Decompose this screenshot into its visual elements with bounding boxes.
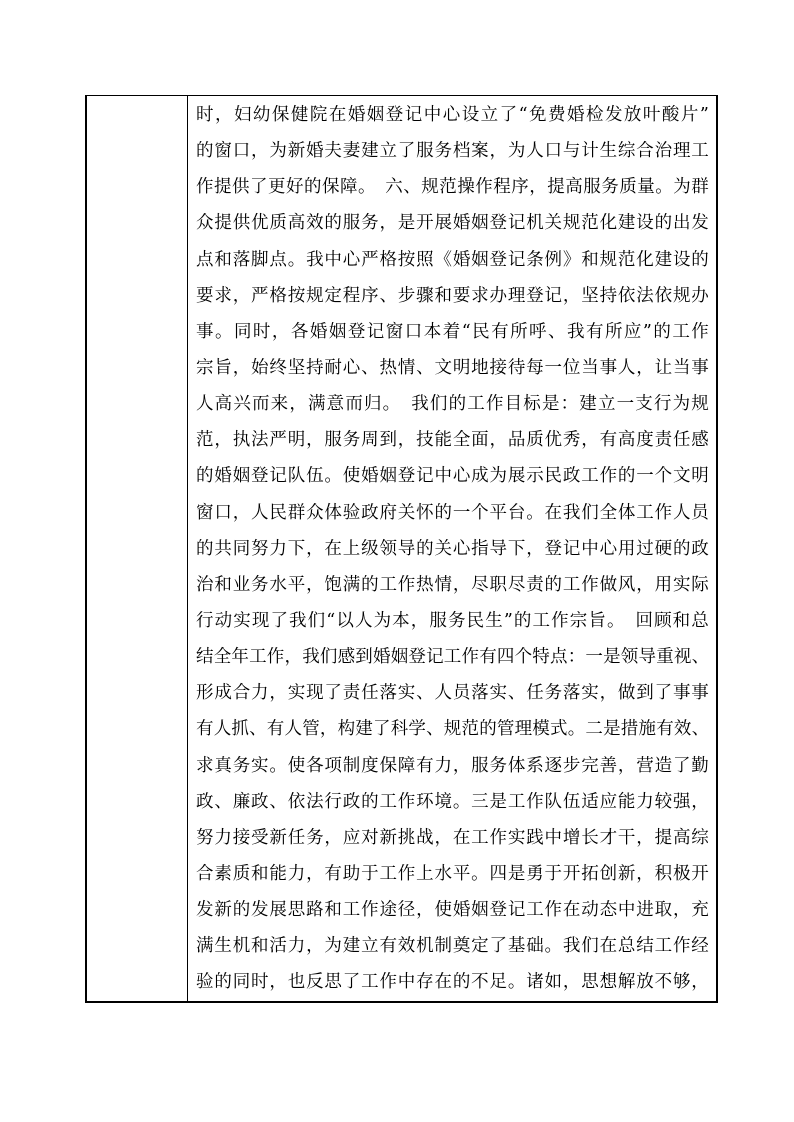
text-line: 求真务实。使各项制度保障有力，服务体系逐步完善，营造了勤 xyxy=(196,755,709,776)
text-line: 的共同努力下，在上级领导的关心指导下，登记中心用过硬的政 xyxy=(196,538,709,559)
text-line: 结全年工作，我们感到婚姻登记工作有四个特点：一是领导重视、 xyxy=(196,647,709,668)
text-line: 范，执法严明，服务周到，技能全面，品质优秀，有高度责任感 xyxy=(196,430,709,451)
text-line: 人高兴而来，满意而归。 我们的工作目标是：建立一支行为规 xyxy=(196,394,709,415)
text-line: 宗旨，始终坚持耐心、热情、文明地接待每一位当事人，让当事 xyxy=(196,357,709,378)
text-line: 验的同时，也反思了工作中存在的不足。诸如，思想解放不够， xyxy=(196,972,709,993)
text-line: 事。同时，各婚姻登记窗口本着“民有所呼、我有所应”的工作 xyxy=(196,321,709,342)
text-line: 众提供优质高效的服务，是开展婚姻登记机关规范化建设的出发 xyxy=(196,213,709,234)
text-line: 作提供了更好的保障。 六、规范操作程序，提高服务质量。为群 xyxy=(196,177,709,198)
text-line: 努力接受新任务，应对新挑战，在工作实践中增长才干，提高综 xyxy=(196,827,709,848)
table-right-cell xyxy=(188,96,716,1001)
text-line: 发新的发展思路和工作途径，使婚姻登记工作在动态中进取，充 xyxy=(196,900,709,921)
text-line: 点和落脚点。我中心严格按照《婚姻登记条例》和规范化建设的 xyxy=(196,249,709,270)
text-line: 的婚姻登记队伍。使婚姻登记中心成为展示民政工作的一个文明 xyxy=(196,466,709,487)
text-line: 的窗口，为新婚夫妻建立了服务档案，为人口与计生综合治理工 xyxy=(196,141,709,162)
text-line: 政、廉政、依法行政的工作环境。三是工作队伍适应能力较强， xyxy=(196,791,709,812)
text-line: 有人抓、有人管，构建了科学、规范的管理模式。二是措施有效、 xyxy=(196,719,709,740)
text-line: 时，妇幼保健院在婚姻登记中心设立了“免费婚检发放叶酸片” xyxy=(196,105,709,125)
content-table xyxy=(85,95,718,1003)
text-line: 治和业务水平，饱满的工作热情，尽职尽责的工作做风，用实际 xyxy=(196,574,709,595)
table-left-cell xyxy=(87,96,188,1001)
text-line: 行动实现了我们“以人为本，服务民生”的工作宗旨。 回顾和总 xyxy=(196,610,709,631)
text-line: 合素质和能力，有助于工作上水平。四是勇于开拓创新，积极开 xyxy=(196,863,709,884)
text-line: 满生机和活力，为建立有效机制奠定了基础。我们在总结工作经 xyxy=(196,936,709,957)
text-line: 要求，严格按规定程序、步骤和要求办理登记，坚持依法依规办 xyxy=(196,285,709,306)
text-line: 窗口，人民群众体验政府关怀的一个平台。在我们全体工作人员 xyxy=(196,502,709,523)
text-line: 形成合力，实现了责任落实、人员落实、任务落实，做到了事事 xyxy=(196,683,709,704)
